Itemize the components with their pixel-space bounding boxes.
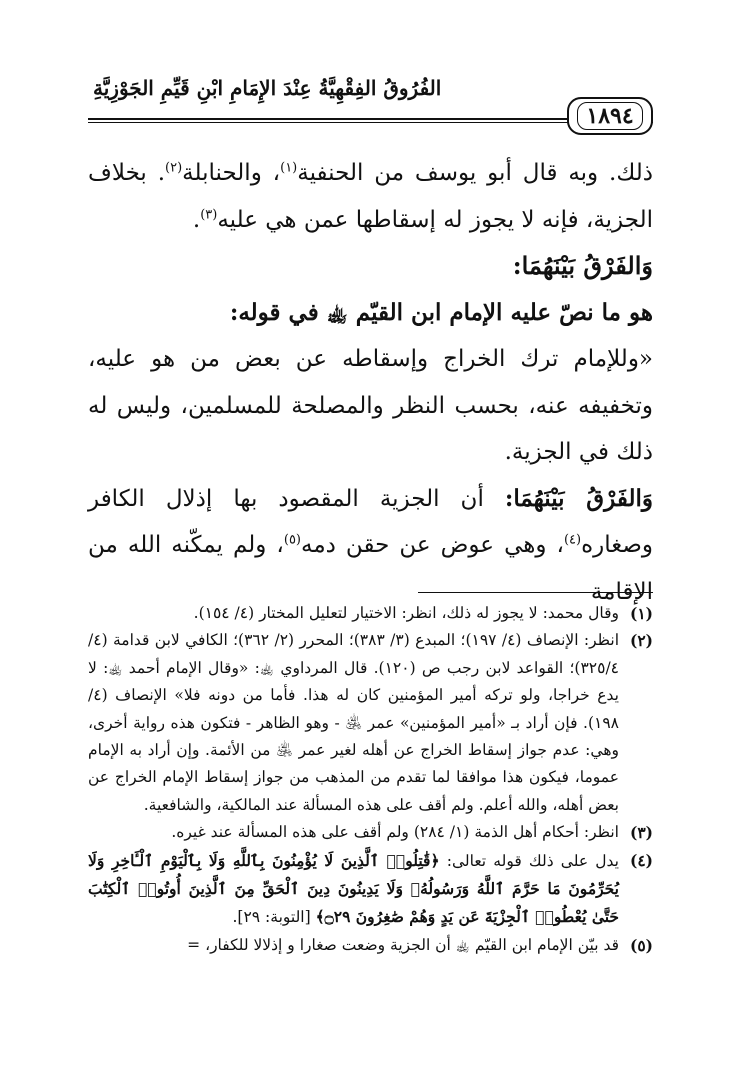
paragraph-2: هو ما نصّ عليه الإمام ابن القيّم ﵀ في قوله: (229, 298, 653, 326)
footnote-text: انظر: أحكام أهل الذمة (١/ ٢٨٤) ولم أقف على هذه المسألة عند غيره. (171, 823, 619, 842)
quote-paragraph: «وللإمام ترك الخراج وإسقاطه عن بعض من هو عليه، وتخفيفه عنه، بحسب النظر والمصلحة للمسلمين، وليس له ذلك في الجزية. (88, 346, 653, 465)
paragraph-1 (88, 150, 653, 243)
text-run: ، وهي عوض عن حقن دمه (301, 532, 564, 558)
footnote-ref-2[interactable]: (٢) (165, 160, 183, 176)
footnote-ref-3[interactable]: (٣) (200, 206, 218, 222)
text-run: ، والحنابلة (182, 160, 281, 186)
footnote-number: (٤) (629, 850, 653, 870)
footnote-3 (88, 819, 653, 846)
inline-heading: وَالفَرْقُ بَيْنَهُمَا: (504, 484, 653, 512)
running-title: الفُرُوقُ الفِقْهِيَّةُ عِنْدَ الإِمَامِ ابْنِ قَيِّمِ الجَوْزِيَّةِ (93, 76, 442, 100)
footnote-number: (٢) (629, 631, 653, 651)
footnote-text: وقال محمد: لا يجوز له ذلك، انظر: الاختيار لتعليل المختار (٤/ ١٥٤). (193, 604, 619, 622)
footnotes (88, 600, 653, 959)
footnote-1 (88, 600, 653, 627)
main-text (88, 150, 653, 615)
footnote-5 (88, 932, 653, 959)
footnote-4 (88, 847, 653, 932)
footnote-number: (١) (629, 604, 653, 623)
text-run: أن الجزية المقصود بها إذلال الكافر وصغاره (88, 485, 653, 558)
page-number: ١٨٩٤ (577, 102, 642, 130)
footnote-text (88, 847, 619, 932)
quran-verse: ﴿قَٰتِلُوا۟ ٱلَّذِينَ لَا يُؤْمِنُونَ بِٱللَّهِ وَلَا بِٱلْيَوْمِ ٱلْـَٔاخِرِ وَلَا يُحَرِّمُونَ مَا حَرَّمَ ٱللَّهُ وَرَسُولُهُۥ وَلَا يَدِينُونَ دِينَ ٱلْحَقِّ مِنَ ٱلَّذِينَ أُوتُوا۟ ٱلْكِتَٰبَ حَتَّىٰ يُعْطُوا۟ ٱلْجِزْيَةَ عَن يَدٍ وَهُمْ صَٰغِرُونَ ۝٢٩﴾ (88, 850, 619, 927)
footnote-ref-4[interactable]: (٤) (563, 532, 582, 548)
footnote-number: (٣) (629, 823, 653, 843)
footnote-text: قد بيّن الإمام ابن القيّم ﵀ أن الجزية وضعت صغارا و إذلالا للكفار، = (187, 935, 619, 954)
text-run: ذلك. وبه قال أبو يوسف من الحنفية (297, 160, 653, 186)
text-run: . (192, 206, 201, 233)
footnote-number: (٥) (629, 935, 653, 955)
footnote-text: انظر: الإنصاف (٤/ ١٩٧)؛ المبدع (٣/ ٣٨٣)؛ المحرر (٢/ ٣٦٢)؛ الكافي لابن قدامة (٤/ ٣٢٥/٤)؛ القواعد لابن رجب ص (١٢٠). قال المرداوي ﵀: «وقال الإمام أحمد ﵀: لا يدع خراجا، ولو تركه أمير المؤمنين كان له هذا. فأما من دونه فلا» الإنصاف (٤/ ١٩٨). فإن أراد بـ «أمير المؤمنين» عمر ﵁ - وهو الظاهر - فتكون هذه رواية أخرى، وهي: عدم جواز إسقاط الخراج عن أهله لغير عمر ﵁ من الأئمة. وإن أراد به الإمام عموما، فيكون هذا موافقا لما تقدم من المذهب من جواز إسقاط الإمام الخراج عن بعض أهله، والله أعلم. ولم أقف على هذه المسألة عند المالكية، والشافعية. (88, 631, 620, 814)
footnote-ref-5[interactable]: (٥) (283, 532, 301, 548)
page-number-badge (567, 97, 653, 135)
footnote-2 (88, 627, 653, 819)
footnote-ref-1[interactable]: (١) (280, 160, 298, 176)
text-run: [التوبة: ٢٩]. (232, 908, 316, 927)
text-run: . بخلاف الجزية، فإنه لا يجوز له إسقاطها عمن هي عليه (88, 160, 653, 233)
footnote-separator (418, 592, 653, 593)
text-run: ، ولم يمكّنه الله من الإقامة (88, 532, 653, 605)
paragraph-4 (88, 476, 653, 616)
text-run: يدل على ذلك قوله تعالى: (439, 851, 619, 870)
section-heading: وَالفَرْقُ بَيْنَهُمَا: (512, 251, 653, 280)
